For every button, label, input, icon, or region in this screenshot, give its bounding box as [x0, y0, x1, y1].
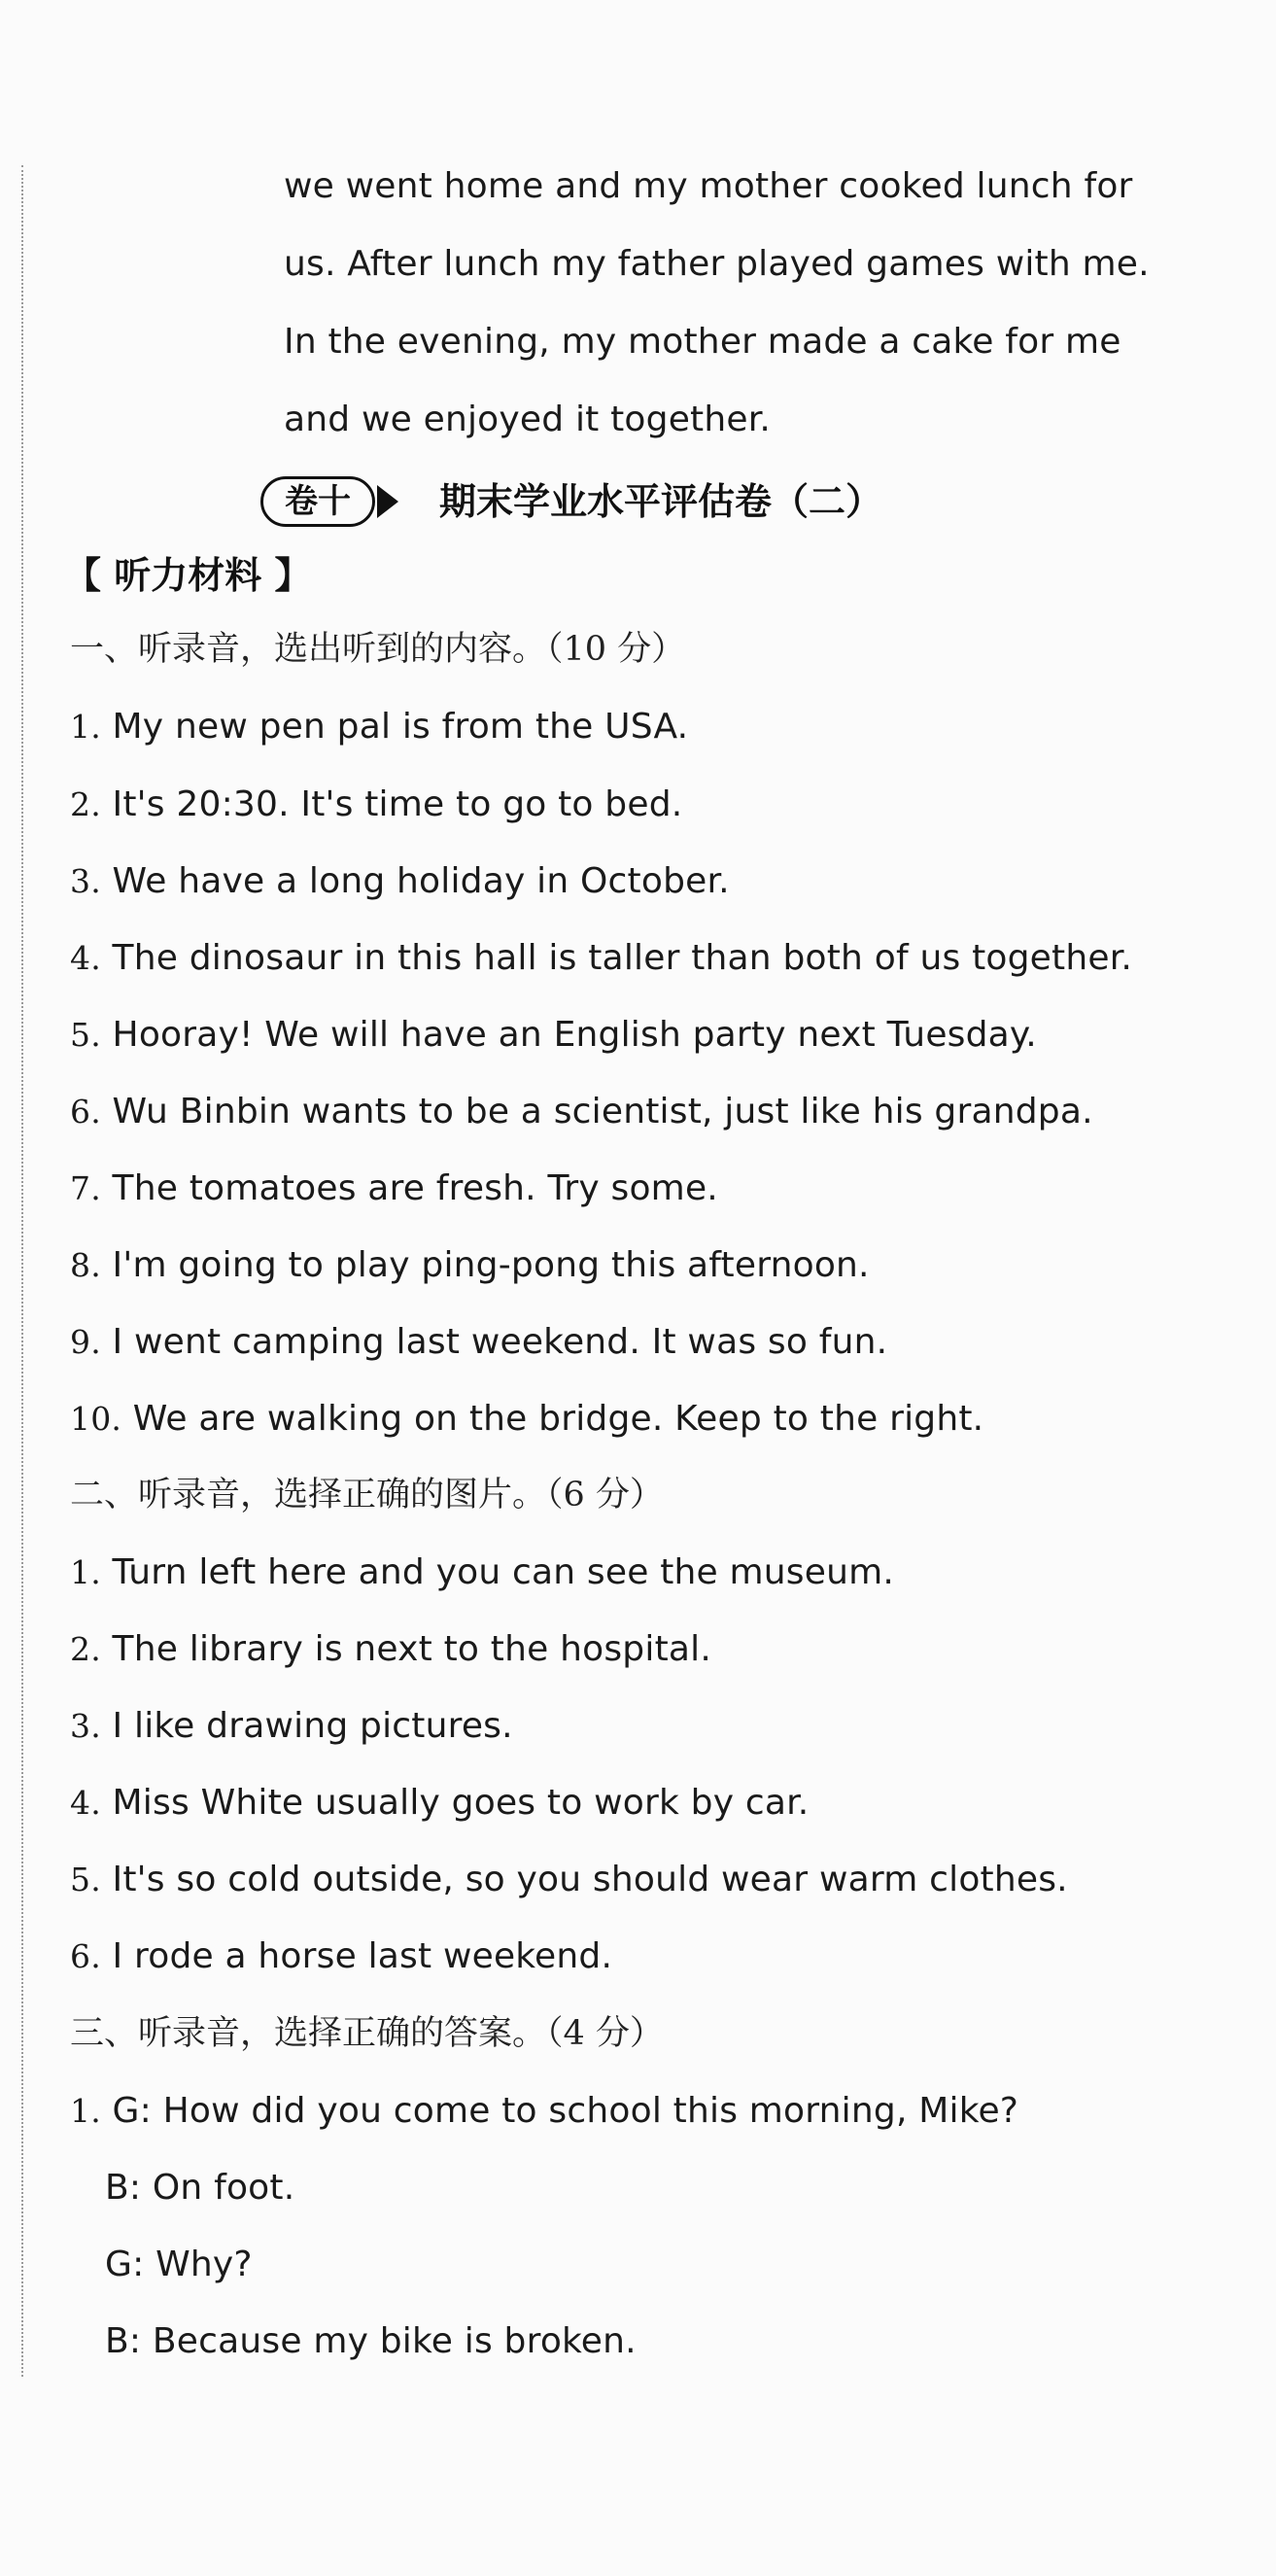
item-text: It's so cold outside, so you should wear warm clothes. — [112, 1860, 1068, 1899]
list-item — [70, 1859, 1068, 1901]
item-number: 4. — [70, 1784, 101, 1822]
item-number: 9. — [70, 1323, 101, 1361]
story-line: and we enjoyed it together. — [284, 400, 772, 439]
item-text: I went camping last weekend. It was so fun. — [112, 1322, 888, 1362]
story-line: us. After lunch my father played games with me. — [284, 244, 1150, 284]
dialog-line: B: On foot. — [105, 2168, 295, 2208]
list-item — [70, 1551, 894, 1594]
section-heading: 三、听录音，选择正确的答案。（4 分） — [70, 2014, 664, 2053]
list-item — [70, 2090, 1018, 2133]
section-heading: 一、听录音，选出听到的内容。（10 分） — [70, 630, 686, 669]
item-text: G: How did you come to school this morning, Mike? — [112, 2091, 1019, 2131]
list-item — [70, 1014, 1037, 1057]
list-item — [70, 937, 1132, 980]
item-text: We have a long holiday in October. — [112, 861, 730, 901]
list-item — [70, 1705, 513, 1748]
list-item — [70, 1398, 983, 1441]
item-number: 2. — [70, 1630, 101, 1668]
play-triangle-icon — [377, 485, 398, 518]
item-number: 4. — [70, 939, 101, 977]
item-text: Miss White usually goes to work by car. — [112, 1783, 810, 1823]
item-text: I'm going to play ping-pong this afternoon. — [112, 1245, 870, 1285]
list-item — [70, 1935, 612, 1978]
item-text: Hooray! We will have an English party next Tuesday. — [112, 1015, 1037, 1055]
item-text: I rode a horse last weekend. — [112, 1936, 613, 1976]
unit-badge: 卷十 — [260, 476, 375, 527]
item-number: 7. — [70, 1169, 101, 1207]
story-line: In the evening, my mother made a cake for me — [284, 322, 1121, 362]
list-item — [70, 1782, 809, 1825]
item-text: We are walking on the bridge. Keep to the right. — [132, 1399, 984, 1439]
list-item — [70, 1244, 870, 1287]
item-text: It's 20:30. It's time to go to bed. — [112, 784, 683, 824]
item-number: 2. — [70, 785, 101, 823]
list-item — [70, 1167, 718, 1210]
binding-margin-rule — [21, 165, 23, 2377]
section-heading: 二、听录音，选择正确的图片。（6 分） — [70, 1476, 664, 1514]
item-number: 5. — [70, 1861, 101, 1898]
item-number: 1. — [70, 2092, 101, 2130]
item-number: 5. — [70, 1016, 101, 1054]
list-item — [70, 1321, 887, 1364]
item-number: 3. — [70, 862, 101, 900]
exam-title: 期末学业水平评估卷（二） — [439, 479, 883, 523]
item-number: 1. — [70, 708, 101, 746]
item-text: The dinosaur in this hall is taller than both of us together. — [112, 938, 1133, 978]
list-item — [70, 783, 682, 826]
item-number: 1. — [70, 1553, 101, 1591]
item-number: 6. — [70, 1093, 101, 1131]
item-text: The library is next to the hospital. — [112, 1629, 711, 1669]
list-item — [70, 706, 688, 748]
item-number: 3. — [70, 1707, 101, 1745]
exam-title-row — [260, 474, 882, 529]
item-number: 8. — [70, 1246, 101, 1284]
item-text: Turn left here and you can see the museum. — [112, 1552, 895, 1592]
list-item — [70, 1091, 1093, 1133]
item-text: My new pen pal is from the USA. — [112, 707, 689, 747]
item-text: Wu Binbin wants to be a scientist, just like his grandpa. — [112, 1092, 1093, 1131]
item-number: 6. — [70, 1937, 101, 1975]
dialog-line: B: Because my bike is broken. — [105, 2321, 637, 2361]
list-item — [70, 1628, 711, 1671]
item-text: The tomatoes are fresh. Try some. — [112, 1168, 718, 1208]
listening-material-label: 【 听力材料 】 — [64, 554, 312, 597]
list-item — [70, 860, 730, 903]
dialog-line: G: Why? — [105, 2245, 253, 2284]
story-line: we went home and my mother cooked lunch for — [284, 166, 1133, 206]
item-number: 10. — [70, 1400, 122, 1438]
item-text: I like drawing pictures. — [112, 1706, 513, 1746]
